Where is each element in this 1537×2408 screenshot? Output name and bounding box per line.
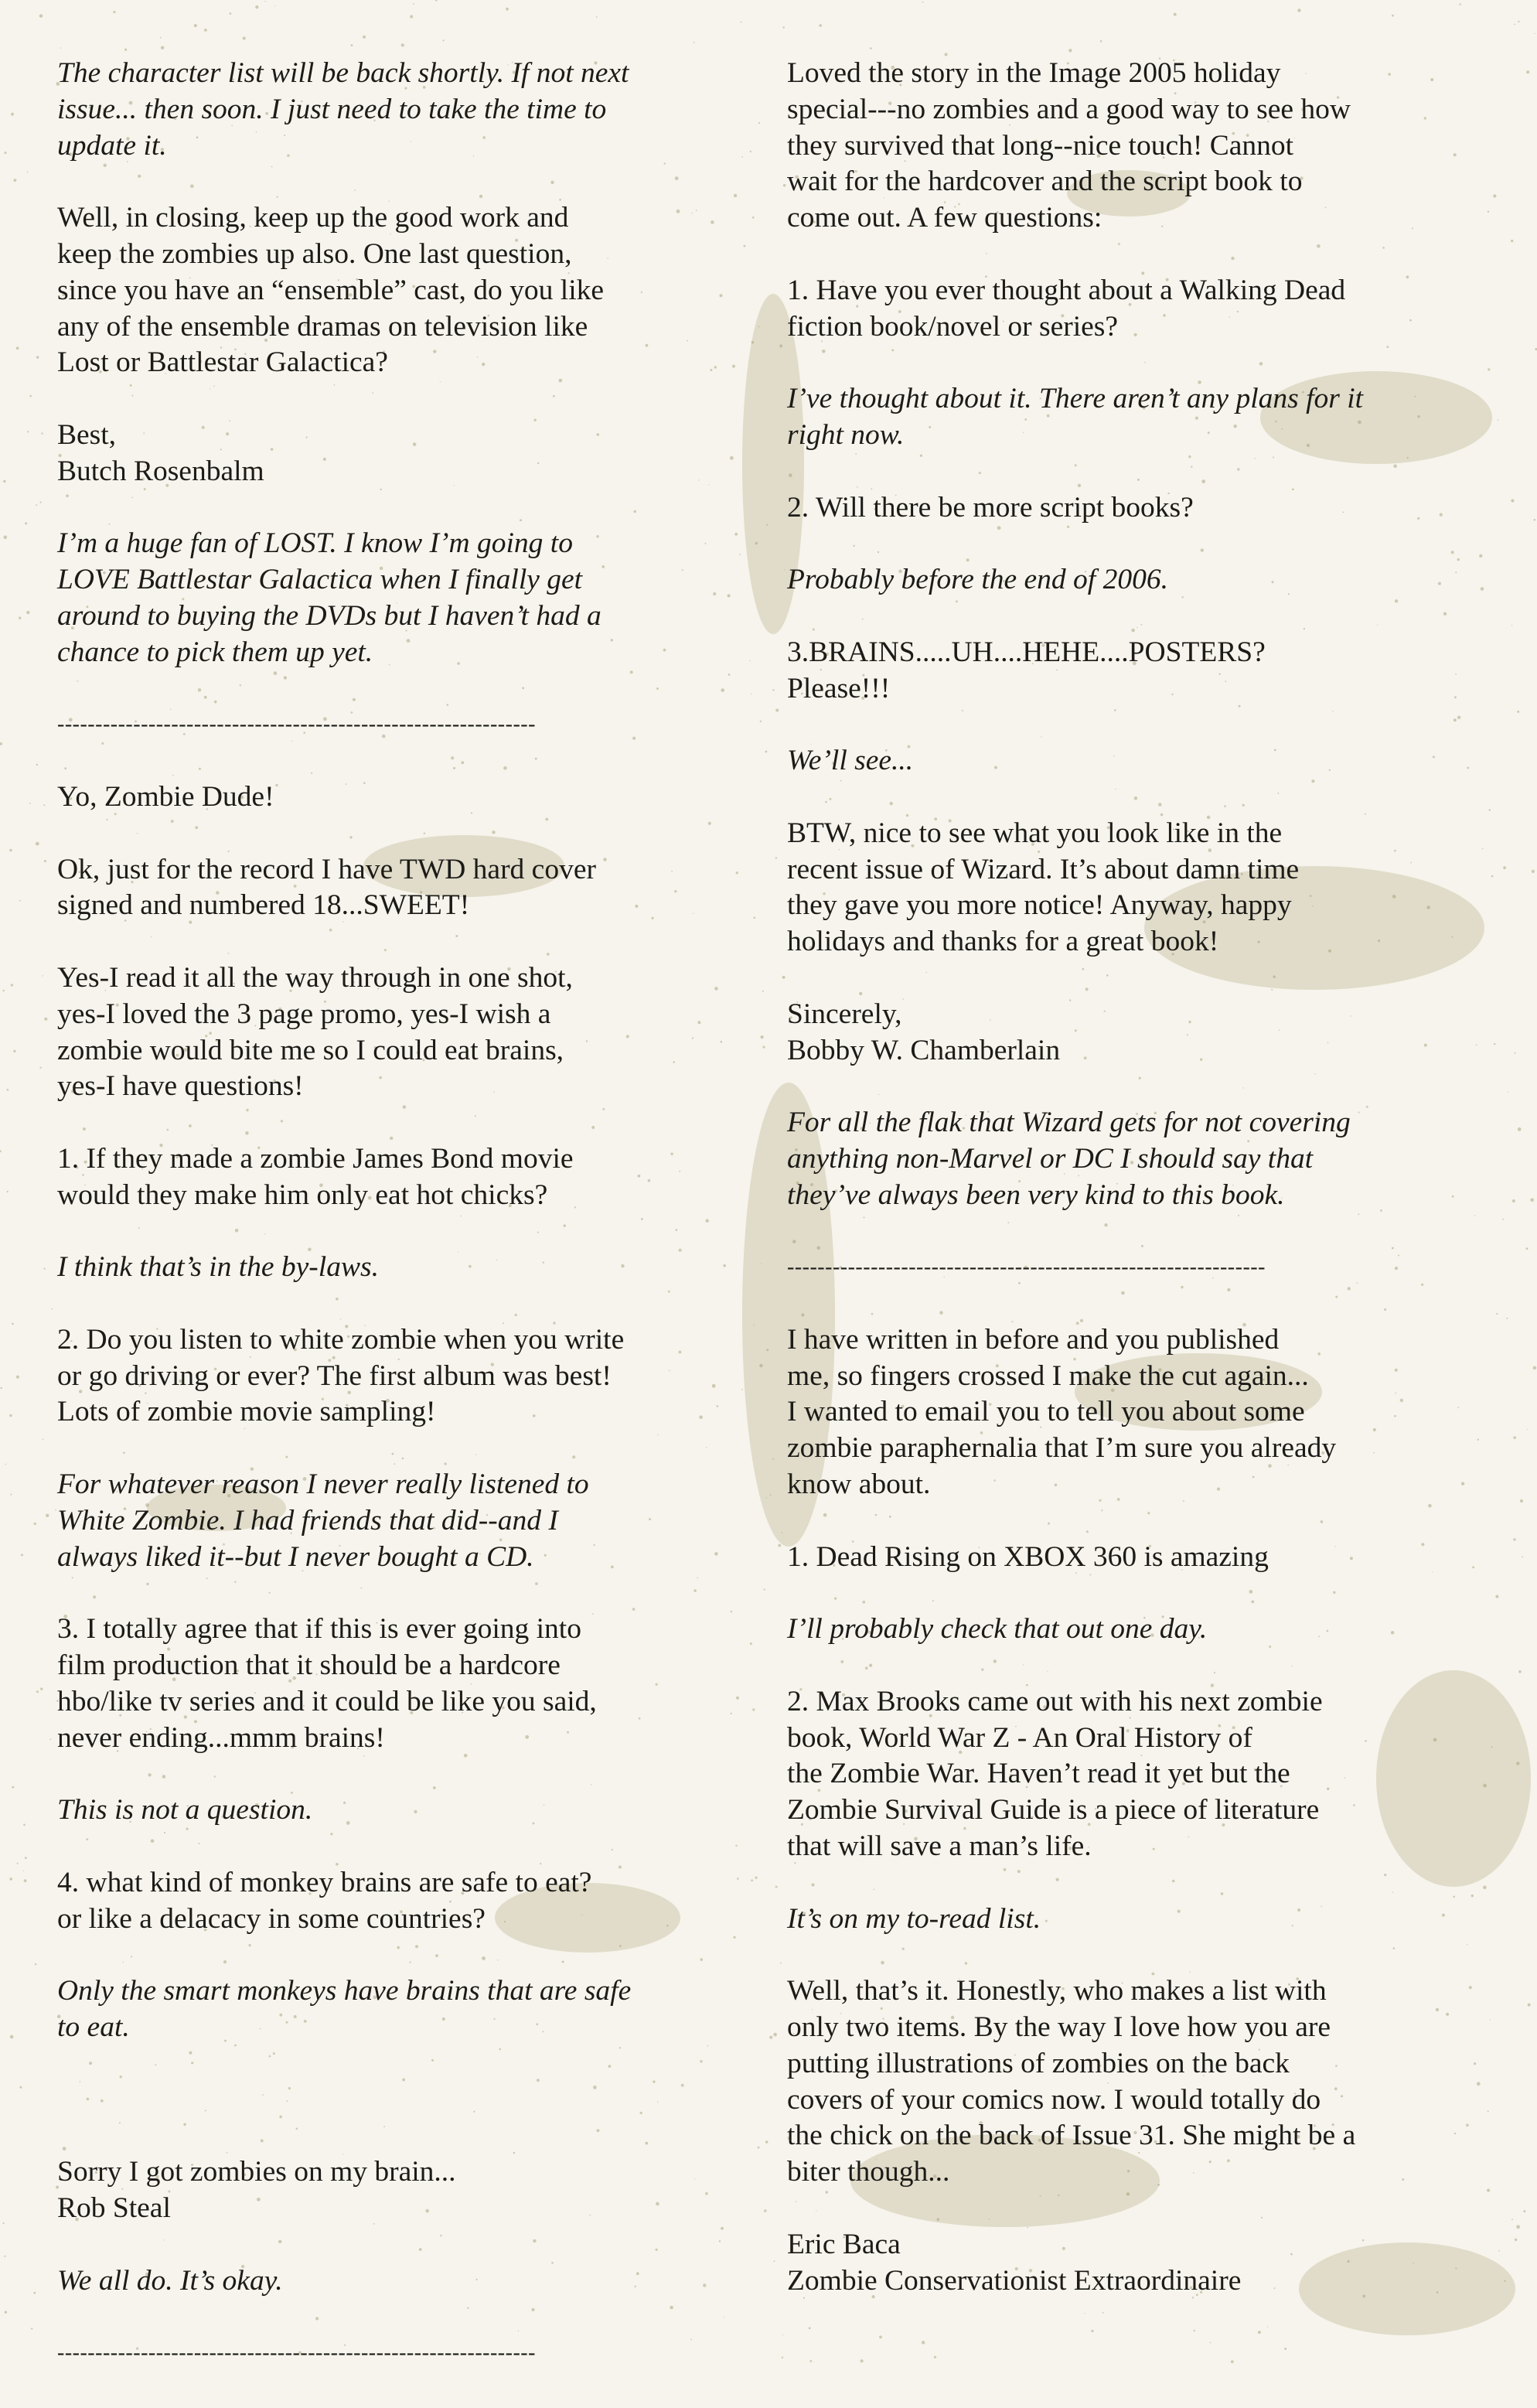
text-line: 4. what kind of monkey brains are safe to eat?	[57, 1866, 592, 1898]
text-line: Well, that’s it. Honestly, who makes a list with	[787, 1975, 1327, 2007]
text-line	[57, 2082, 753, 2119]
text-line: recent issue of Wizard. It’s about damn time	[787, 853, 1300, 885]
text-line: ---------------------------------------------------------------	[787, 1255, 1266, 1280]
text-line: Eric Baca	[787, 2228, 901, 2260]
letter-paragraph	[787, 1973, 1483, 2191]
text-line: zombie paraphernalia that I’m sure you already	[787, 1432, 1337, 1465]
text-line: biter though...	[787, 2156, 950, 2188]
text-line: special---no zombies and a good way to see how	[787, 93, 1351, 125]
letter-paragraph	[57, 779, 753, 816]
text-line: We all do. It’s okay.	[57, 2264, 283, 2297]
text-line: they survived that long--nice touch! Cannot	[787, 129, 1294, 162]
text-line: chance to pick them up yet.	[57, 636, 373, 668]
text-line: For whatever reason I never really listened to	[57, 1468, 589, 1501]
text-line: I wanted to email you to tell you about some	[787, 1396, 1305, 1428]
text-line: 1. If they made a zombie James Bond movie	[57, 1142, 574, 1175]
text-line: Yo, Zombie Dude!	[57, 780, 274, 813]
editor-reply	[787, 743, 1483, 779]
text-line: BTW, nice to see what you look like in the	[787, 817, 1283, 849]
text-line: White Zombie. I had friends that did--and I	[57, 1504, 558, 1537]
letter-paragraph	[787, 1540, 1483, 1576]
right-column	[787, 56, 1483, 2335]
text-line: holidays and thanks for a great book!	[787, 926, 1219, 958]
text-line: The character list will be back shortly. If not next	[57, 57, 629, 89]
text-line: ---------------------------------------------------------------	[57, 2341, 536, 2365]
text-line: update it.	[57, 129, 167, 162]
editor-reply	[57, 1973, 753, 2046]
text-line: 1. Dead Rising on XBOX 360 is amazing	[787, 1540, 1269, 1573]
text-line: anything non-Marvel or DC I should say that	[787, 1142, 1314, 1175]
text-line: they’ve always been very kind to this book.	[787, 1178, 1285, 1211]
text-line: hbo/like tv series and it could be like you said,	[57, 1685, 597, 1717]
text-line: Zombie Survival Guide is a piece of literature	[787, 1794, 1320, 1826]
text-line: Lost or Battlestar Galactica?	[57, 346, 388, 379]
text-line: issue... then soon. I just need to take the time to	[57, 93, 607, 125]
text-line: I’ve thought about it. There aren’t any plans for it	[787, 383, 1364, 415]
editor-reply	[787, 1105, 1483, 1213]
text-line: zombie would bite me so I could eat brains,	[57, 1034, 564, 1066]
text-line: the chick on the back of Issue 31. She might be a	[787, 2120, 1356, 2152]
text-line: covers of your comics now. I would totally do	[787, 2083, 1321, 2116]
text-line: Loved the story in the Image 2005 holiday	[787, 57, 1281, 89]
text-line: any of the ensemble dramas on television like	[57, 310, 588, 343]
editor-reply	[787, 381, 1483, 454]
text-line: Ok, just for the record I have TWD hard cover	[57, 853, 596, 885]
letter-paragraph	[57, 418, 753, 490]
text-line: Best,	[57, 418, 117, 451]
letter-paragraph	[57, 1322, 753, 1431]
text-line: signed and numbered 18...SWEET!	[57, 889, 470, 922]
editor-reply	[57, 2263, 753, 2300]
text-line: Only the smart monkeys have brains that are safe	[57, 1975, 632, 2007]
text-line: to eat.	[57, 2011, 130, 2044]
text-line: Zombie Conservationist Extraordinaire	[787, 2264, 1242, 2297]
text-line: LOVE Battlestar Galactica when I finally get	[57, 564, 583, 596]
left-column	[57, 56, 753, 2408]
text-line: or go driving or ever? The first album was best!	[57, 1359, 612, 1392]
letter-paragraph	[787, 490, 1483, 527]
letter-paragraph	[57, 200, 753, 381]
letter-paragraph	[57, 2154, 753, 2227]
text-line: Probably before the end of 2006.	[787, 564, 1168, 596]
letter-paragraph	[787, 816, 1483, 960]
text-line: come out. A few questions:	[787, 202, 1102, 234]
text-line: 2. Will there be more script books?	[787, 491, 1194, 524]
text-line: I have written in before and you published	[787, 1323, 1280, 1356]
letter-paragraph	[787, 635, 1483, 708]
letter-paragraph	[57, 852, 753, 925]
text-line: since you have an “ensemble” cast, do you like	[57, 274, 605, 306]
text-line: 2. Do you listen to white zombie when you write	[57, 1323, 625, 1356]
letter-paragraph	[57, 1141, 753, 1214]
editor-reply	[57, 56, 753, 164]
text-line: Bobby W. Chamberlain	[787, 1034, 1061, 1066]
text-line: I’ll probably check that out one day.	[787, 1613, 1208, 1646]
text-line: Please!!!	[787, 672, 891, 704]
text-line: they gave you more notice! Anyway, happy	[787, 889, 1292, 922]
text-line: keep the zombies up also. One last question,	[57, 237, 572, 270]
letter-paragraph	[57, 1612, 753, 1756]
text-line: Yes-I read it all the way through in one shot,	[57, 961, 573, 994]
text-line: 3. I totally agree that if this is ever going into	[57, 1613, 581, 1646]
text-line: wait for the hardcover and the script book to	[787, 165, 1303, 198]
separator-line	[57, 2335, 753, 2372]
editor-reply	[57, 1467, 753, 1575]
text-line: putting illustrations of zombies on the back	[787, 2047, 1290, 2079]
separator-line	[787, 1250, 1483, 1286]
text-line: the Zombie War. Haven’t read it yet but the	[787, 1758, 1290, 1790]
text-line: yes-I have questions!	[57, 1070, 304, 1103]
text-line: I think that’s in the by-laws.	[57, 1251, 379, 1284]
text-line: Well, in closing, keep up the good work and	[57, 202, 569, 234]
text-line: Sorry I got zombies on my brain...	[57, 2156, 456, 2188]
letter-paragraph	[787, 2227, 1483, 2300]
text-line: 3.BRAINS.....UH....HEHE....POSTERS?	[787, 636, 1266, 668]
editor-reply	[57, 1792, 753, 1829]
text-line: always liked it--but I never bought a CD.	[57, 1540, 534, 1573]
text-line: Rob Steal	[57, 2192, 171, 2225]
letter-paragraph	[787, 1684, 1483, 1865]
text-line: We’ll see...	[787, 745, 914, 777]
text-line: yes-I loved the 3 page promo, yes-I wish a	[57, 998, 551, 1030]
text-line: It’s on my to-read list.	[787, 1902, 1041, 1935]
text-line: only two items. By the way I love how you are	[787, 2011, 1331, 2044]
letter-paragraph	[787, 273, 1483, 346]
letter-paragraph	[57, 2082, 753, 2119]
text-line: Butch Rosenbalm	[57, 455, 264, 487]
letter-paragraph	[787, 997, 1483, 1069]
text-line: would they make him only eat hot chicks?	[57, 1178, 548, 1211]
text-line: never ending...mmm brains!	[57, 1721, 385, 1754]
text-line: fiction book/novel or series?	[787, 310, 1119, 343]
editor-reply	[787, 562, 1483, 599]
text-line: film production that it should be a hardcore	[57, 1649, 561, 1682]
text-line: me, so fingers crossed I make the cut again...	[787, 1359, 1309, 1392]
text-line: This is not a question.	[57, 1794, 313, 1826]
editor-reply	[57, 1250, 753, 1286]
text-line: Lots of zombie movie sampling!	[57, 1396, 436, 1428]
text-line: For all the flak that Wizard gets for not covering	[787, 1107, 1351, 1139]
text-line: that will save a man’s life.	[787, 1830, 1092, 1863]
separator-line	[57, 707, 753, 743]
letter-paragraph	[57, 1865, 753, 1938]
text-line: Sincerely,	[787, 998, 902, 1030]
letter-paragraph	[787, 1322, 1483, 1503]
text-line: I’m a huge fan of LOST. I know I’m going to	[57, 527, 573, 560]
editor-reply	[787, 1612, 1483, 1648]
text-line: ---------------------------------------------------------------	[57, 712, 536, 737]
text-line: 1. Have you ever thought about a Walking Dead	[787, 274, 1346, 306]
text-line: book, World War Z - An Oral History of	[787, 1721, 1252, 1754]
text-line: or like a delacacy in some countries?	[57, 1902, 486, 1935]
text-line: know about.	[787, 1468, 931, 1501]
letter-paragraph	[787, 56, 1483, 237]
letter-paragraph	[57, 960, 753, 1105]
editor-reply	[787, 1902, 1483, 1938]
editor-reply	[57, 526, 753, 670]
text-line: right now.	[787, 418, 905, 451]
text-line: around to buying the DVDs but I haven’t had a	[57, 599, 602, 632]
text-line: 2. Max Brooks came out with his next zombie	[787, 1685, 1323, 1717]
